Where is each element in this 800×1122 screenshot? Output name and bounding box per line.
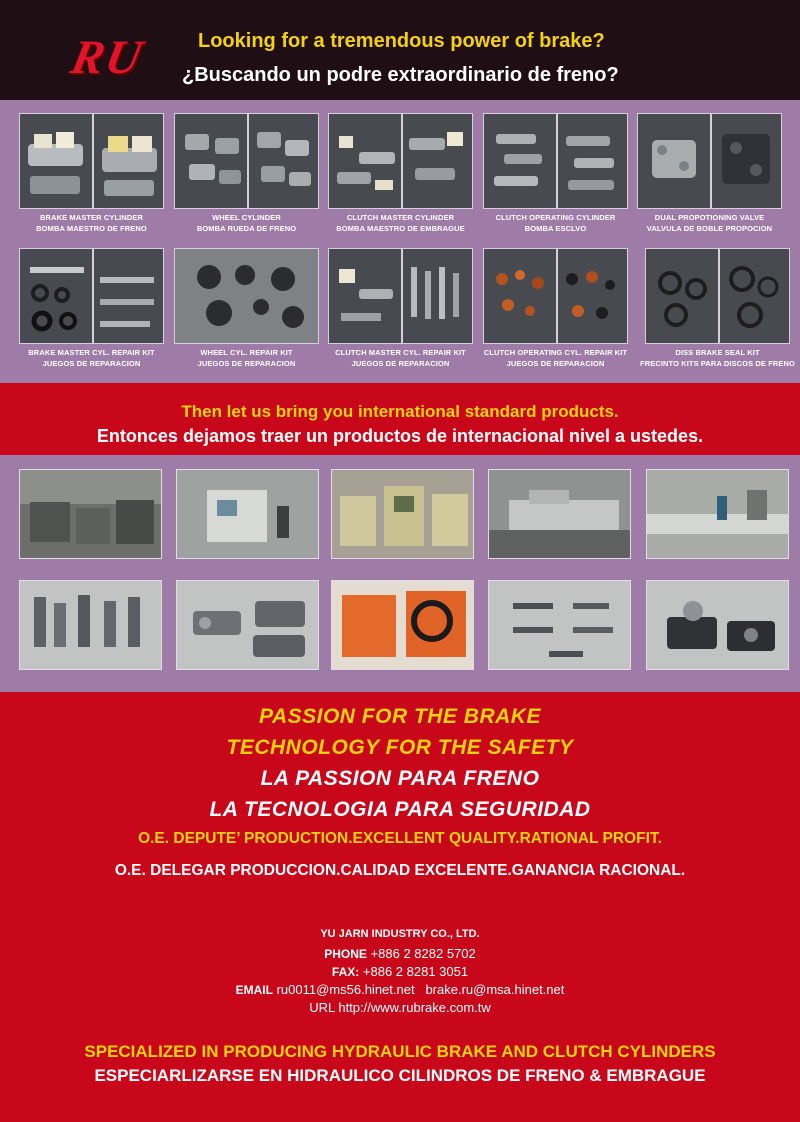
parts-photo xyxy=(176,580,319,670)
factory-photo xyxy=(331,469,474,559)
product-photo xyxy=(328,113,473,209)
product-photo xyxy=(174,113,319,209)
factory-photo xyxy=(19,469,162,559)
product-caption-es: JUEGOS DE REPARACION xyxy=(506,359,605,368)
factory-photo xyxy=(488,469,631,559)
product-photo xyxy=(19,113,164,209)
product-photo xyxy=(174,248,319,344)
product-caption-en: CLUTCH MASTER CYLINDER xyxy=(346,213,455,222)
email-address-2[interactable]: brake.ru@msa.hinet.net xyxy=(425,982,565,997)
phone-line xyxy=(0,946,800,961)
parts-photo xyxy=(646,580,789,670)
product-caption-es: BOMBA MAESTRO DE FRENO xyxy=(36,224,147,233)
slogan-passion-es: LA PASSION PARA FRENO xyxy=(260,767,540,790)
product-caption-es: JUEGOS DE REPARACION xyxy=(42,359,141,368)
footer-specialized-en: SPECIALIZED IN PRODUCING HYDRAULIC BRAKE AND CLUTCH CYLINDERS xyxy=(84,1042,716,1061)
product-grid xyxy=(0,100,800,383)
slogans-section xyxy=(0,692,800,1122)
band-line-en: Then let us bring you international standard products. xyxy=(181,402,619,421)
slogan-technology-es: LA TECNOLOGIA PARA SEGURIDAD xyxy=(209,798,591,821)
product-caption-es: BOMBA RUEDA DE FRENO xyxy=(196,224,297,233)
product-caption-en: BRAKE MASTER CYLINDER xyxy=(40,213,143,222)
product-photo xyxy=(19,248,164,344)
product-caption-es: VALVULA DE BOBLE PROPOCION xyxy=(646,224,773,233)
product-caption-es: JUEGOS DE REPARACION xyxy=(351,359,450,368)
phone-label: PHONE xyxy=(324,947,367,961)
product-caption-es: FRECINTO KITS PARA DISCOS DE FRENO xyxy=(640,359,795,368)
product-caption-es: JUEGOS DE REPARACION xyxy=(197,359,296,368)
product-caption-en: WHEEL CYL. REPAIR KIT xyxy=(200,348,293,357)
header-tagline-en: Looking for a tremendous power of brake? xyxy=(198,30,605,52)
fax-line xyxy=(0,964,800,979)
product-photo xyxy=(328,248,473,344)
slogan-oe-es: O.E. DELEGAR PRODUCCION.CALIDAD EXCELENTE.GANANCIA RACIONAL. xyxy=(114,862,686,879)
slogan-passion-en: PASSION FOR THE BRAKE xyxy=(259,705,541,728)
parts-photo xyxy=(488,580,631,670)
company-name: YU JARN INDUSTRY CO., LTD. xyxy=(320,928,480,940)
factory-photo xyxy=(176,469,319,559)
factory-photo xyxy=(646,469,789,559)
email-label: EMAIL xyxy=(235,983,273,997)
parts-photo xyxy=(331,580,474,670)
product-caption-en: CLUTCH MASTER CYL. REPAIR KIT xyxy=(335,348,466,357)
product-caption-en: CLUTCH OPERATING CYLINDER xyxy=(495,213,616,222)
product-caption-en: DUAL PROPOTIONING VALVE xyxy=(654,213,765,222)
factory-gallery xyxy=(0,455,800,692)
fax-label: FAX: xyxy=(331,965,360,979)
email-line xyxy=(0,982,800,997)
website-link[interactable]: http://www.rubrake.com.tw xyxy=(338,1000,491,1015)
band-line-es: Entonces dejamos traer un productos de internacional nivel a ustedes. xyxy=(96,426,704,446)
url-line xyxy=(0,1000,800,1015)
product-photo xyxy=(637,113,782,209)
header-tagline-es: ¿Buscando un podre extraordinario de freno? xyxy=(182,64,619,86)
email-address-1[interactable]: ru0011@ms56.hinet.net xyxy=(276,982,415,997)
phone-number: +886 2 8282 5702 xyxy=(370,946,476,961)
header xyxy=(0,0,800,100)
product-caption-en: DISS BRAKE SEAL KIT xyxy=(675,348,760,357)
product-caption-es: BOMBA MAESTRO DE EMBRAGUE xyxy=(336,224,465,233)
product-photo xyxy=(483,113,628,209)
product-caption-en: WHEEL CYLINDER xyxy=(212,213,281,222)
slogan-oe-en: O.E. DEPUTE’ PRODUCTION.EXCELLENT QUALITY.RATIONAL PROFIT. xyxy=(138,830,662,847)
parts-photo xyxy=(19,580,162,670)
ru-logo: RU xyxy=(66,31,149,84)
product-photo xyxy=(483,248,628,344)
slogan-technology-en: TECHNOLOGY FOR THE SAFETY xyxy=(226,736,574,759)
product-caption-es: BOMBA ESCLVO xyxy=(524,224,587,233)
footer-specialized-es: ESPECIARLIZARSE EN HIDRAULICO CILINDROS DE FRENO & EMBRAGUE xyxy=(94,1066,706,1085)
fax-number: +886 2 8281 3051 xyxy=(362,964,469,979)
url-label: URL xyxy=(309,1000,335,1015)
product-photo xyxy=(645,248,790,344)
product-caption-en: BRAKE MASTER CYL. REPAIR KIT xyxy=(28,348,155,357)
product-caption-en: CLUTCH OPERATING CYL. REPAIR KIT xyxy=(483,348,628,357)
standards-band xyxy=(0,383,800,455)
